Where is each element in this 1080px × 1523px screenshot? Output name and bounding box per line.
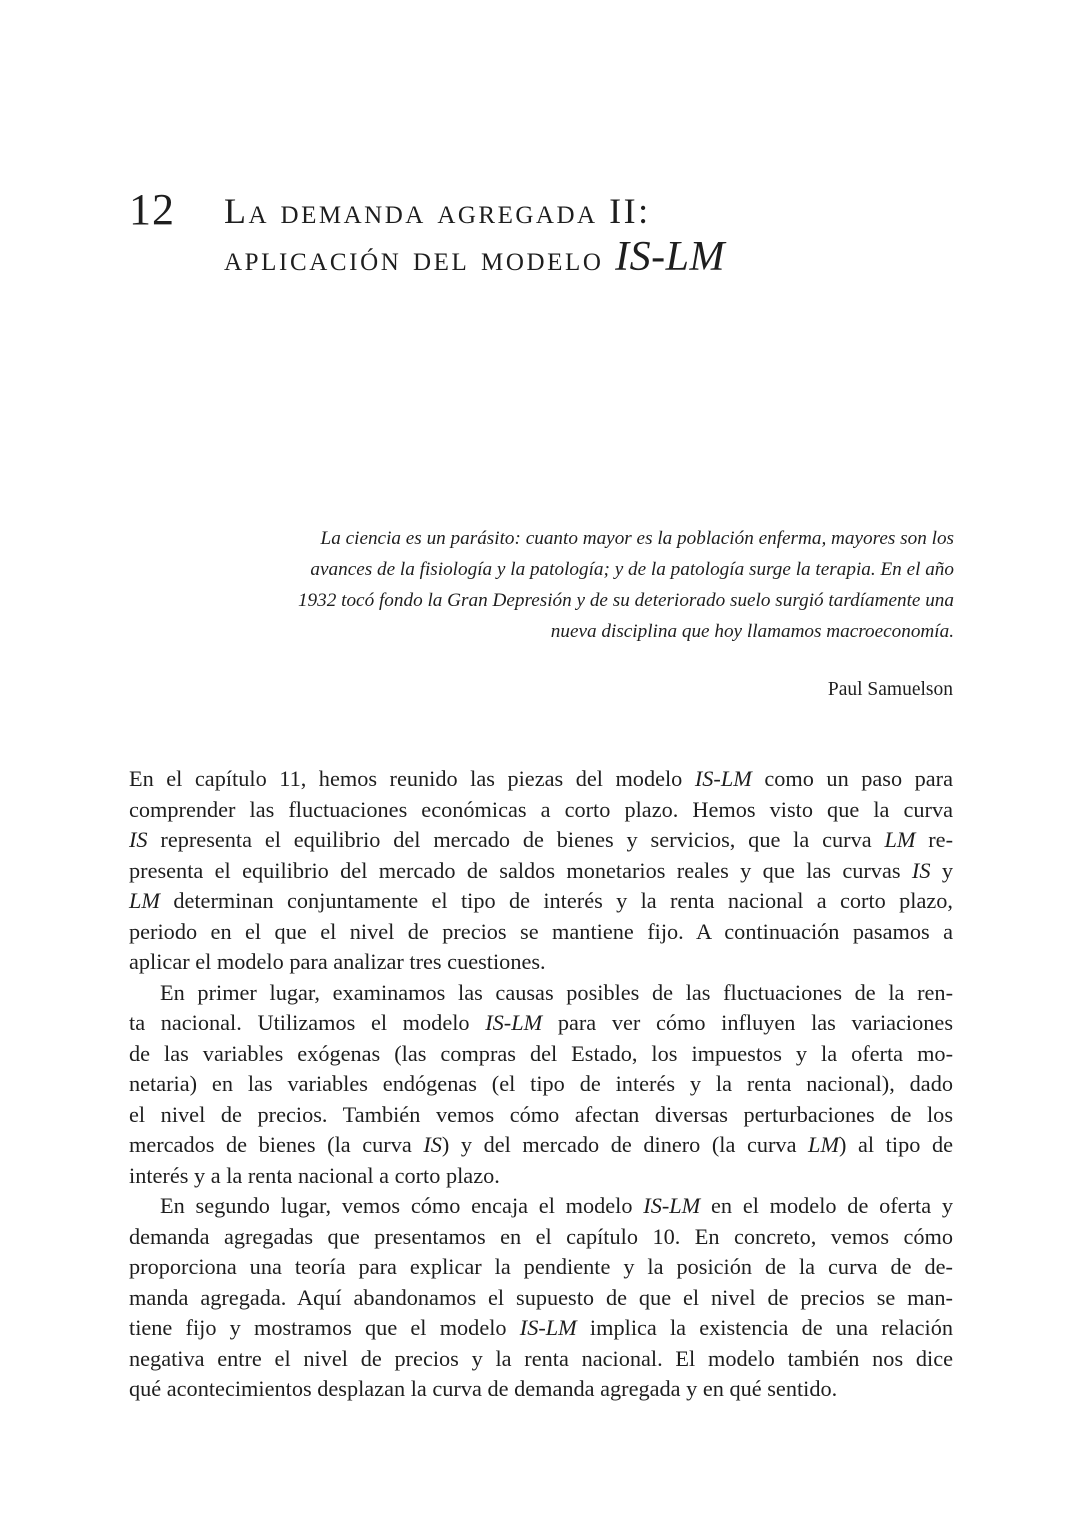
text-run: tiene fijo y mostramos que el modelo — [129, 1315, 520, 1340]
paragraph-2-line — [129, 1039, 953, 1070]
text-run: En primer lugar, examinamos las causas posibles de las fluctuaciones de la ren- — [160, 979, 953, 1005]
chapter-title-line-2 — [224, 234, 725, 281]
text-run: ) al tipo de — [839, 1132, 953, 1157]
paragraph-3-line — [129, 1344, 953, 1375]
paragraph-1-line — [129, 947, 953, 978]
chapter-title — [224, 188, 725, 281]
text-run: negativa entre el nivel de precios y la renta nacional. El modelo también nos dice — [129, 1345, 953, 1371]
italic-term: IS — [423, 1132, 442, 1157]
text-run: determinan conjuntamente el tipo de interés y la renta nacional a corto plazo, — [159, 888, 953, 913]
text-run: y — [930, 857, 953, 883]
italic-term: IS-LM — [519, 1315, 577, 1340]
text-run: qué acontecimientos desplazan la curva de demanda agregada y en qué sentido. — [129, 1376, 838, 1401]
epigraph-line: La ciencia es un parásito: cuanto mayor es la población enferma, mayores son los — [320, 528, 954, 549]
italic-term: IS-LM — [694, 766, 752, 791]
paragraph-3-line — [129, 1252, 953, 1283]
text-run: el nivel de precios. También vemos cómo afectan diversas perturbaciones de los — [129, 1101, 953, 1127]
text-run: para ver cómo influyen las variaciones — [542, 1010, 953, 1035]
text-run: representa el equilibrio del mercado de bienes y servicios, que la curva — [147, 827, 885, 852]
paragraph-2-line — [129, 1161, 953, 1192]
text-run: como un paso para — [751, 766, 953, 791]
epigraph-line: avances de la fisiología y la patología; y de la patología surge la terapia. En el año — [310, 559, 954, 580]
text-run: demanda agregadas que presentamos en el capítulo 10. En concreto, vemos cómo — [129, 1223, 953, 1249]
text-run: netaria) en las variables endógenas (el tipo de interés y la renta nacional), dado — [129, 1071, 953, 1096]
text-run: en el modelo de oferta y — [700, 1193, 953, 1218]
text-run: En el capítulo 11, hemos reunido las piezas del modelo — [129, 766, 695, 791]
text-run: periodo en el que el nivel de precios se mantiene fijo. A continuación pasamos a — [129, 918, 953, 944]
paragraph-2-line — [129, 1008, 953, 1039]
paragraph-3-line — [129, 1283, 953, 1314]
italic-term: LM — [884, 827, 916, 852]
chapter-title-islm: IS-LM — [615, 234, 725, 280]
text-run: presenta el equilibrio del mercado de saldos monetarios reales y que las curvas — [129, 857, 912, 883]
text-run: ta nacional. Utilizamos el modelo — [129, 1010, 486, 1035]
epigraph-line: 1932 tocó fondo la Gran Depresión y de su deteriorado suelo surgió tardíamente una — [297, 590, 954, 611]
paragraph-1-line — [129, 886, 953, 917]
text-run: interés y a la renta nacional a corto plazo. — [129, 1162, 500, 1188]
text-run: implica la existencia de una relación — [576, 1315, 954, 1340]
text-run: comprender las fluctuaciones económicas a corto plazo. Hemos visto que la curva — [129, 796, 953, 822]
italic-term: IS-LM — [643, 1193, 701, 1218]
paragraph-3-line — [129, 1191, 953, 1222]
epigraph-quote — [262, 523, 954, 647]
italic-term: IS — [129, 827, 148, 852]
chapter-title-line-1: La demanda agregada II: — [224, 191, 651, 231]
paragraph-1-line — [129, 825, 953, 856]
text-run: de las variables exógenas (las compras del Estado, los impuestos y la oferta mo- — [129, 1040, 953, 1066]
paragraph-1-line — [129, 764, 953, 795]
text-run: ) y del mercado de dinero (la curva — [441, 1132, 809, 1157]
body-text — [129, 764, 953, 1405]
epigraph-line: nueva disciplina que hoy llamamos macroeconomía. — [550, 621, 954, 642]
paragraph-1-line — [129, 856, 953, 887]
italic-term: LM — [808, 1132, 840, 1157]
paragraph-2-line — [129, 1069, 953, 1100]
text-run: proporciona una teoría para explicar la pendiente y la posición de la curva de de- — [129, 1254, 953, 1279]
paragraph-2-line — [129, 1130, 953, 1161]
paragraph-1-line — [129, 795, 953, 826]
italic-term: IS — [911, 857, 931, 883]
italic-term: LM — [129, 888, 160, 913]
text-run: En segundo lugar, vemos cómo encaja el modelo — [160, 1193, 644, 1218]
paragraph-3-line — [129, 1374, 953, 1405]
chapter-number: 12 — [129, 185, 175, 234]
text-run: manda agregada. Aquí abandonamos el supuesto de que el nivel de precios se man- — [129, 1284, 953, 1310]
paragraph-2-line — [129, 978, 953, 1009]
paragraph-2-line — [129, 1100, 953, 1131]
text-run: aplicar el modelo para analizar tres cuestiones. — [129, 949, 546, 974]
epigraph-author: Paul Samuelson — [827, 679, 953, 700]
chapter-title-line-2-text: aplicación del modelo — [224, 238, 616, 278]
text-run: mercados de bienes (la curva — [129, 1132, 424, 1157]
paragraph-3-line — [129, 1313, 953, 1344]
text-run: re- — [915, 827, 953, 852]
italic-term: IS-LM — [485, 1010, 543, 1035]
paragraph-1-line — [129, 917, 953, 948]
paragraph-3-line — [129, 1222, 953, 1253]
